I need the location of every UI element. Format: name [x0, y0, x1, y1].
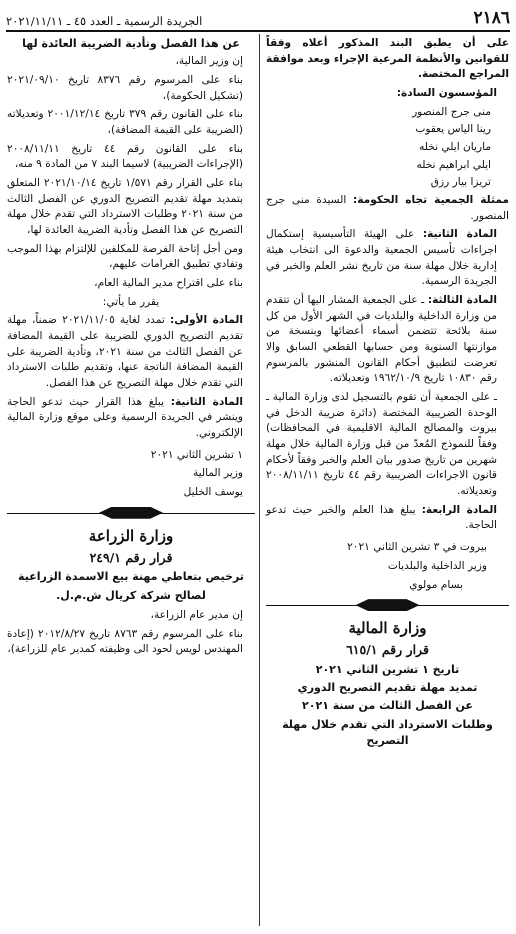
left-column [7, 36, 255, 928]
subject-line: تمديد مهلة تقديم التصريح الدوري [297, 681, 478, 695]
preamble-line: بناء على القرار رقم ١/٥٧١ تاريخ ٢٠٢١/١٠/١٤ المتعلق بتمديد مهلة تقديم التصريح الدوري عن الفصل الثالث من سنة ٢٠٢١ وطلبات الاسترداد التي تقدم خلال مهلة التصريح عن هذا الفصل وتأدية الضريبة العائدة لها، [7, 176, 243, 236]
signature-name: يوسف الخليل [183, 486, 243, 499]
article-2-label: المادة الثانية: [422, 228, 497, 241]
preamble-line: إن مدير عام الزراعة، [150, 608, 243, 621]
preamble-line: بناء على القانون رقم ٣٧٩ تاريخ ٢٠٠١/١٢/١٤ وتعديلاته (الضريبة على القيمة المضافة)، [7, 108, 243, 136]
preamble-line: بناء على المرسوم رقم ٨٧٦٣ تاريخ ٢٠١٢/٨/٢٧ (إعادة المهندس لويس لحود الى وظيفته كمدير عام للزراعة)، [7, 627, 243, 656]
signature-title: وزير المالية [192, 467, 243, 480]
signature-name: بسام مولوي [409, 578, 463, 591]
signature-place-date: بيروت في ٣ تشرين الثاني ٢٠٢١ [347, 541, 487, 554]
article-4-label: المادة الرابعة: [421, 503, 497, 516]
right-column [266, 36, 509, 928]
article-2-text: يبلغ هذا القرار حيث تدعو الحاجة وينشر في الجريدة الرسمية وعلى موقع وزارة المالية الإلكتروني. [7, 395, 243, 440]
ministry-title: وزارة المالية [348, 619, 427, 638]
subject-line: عن الفصل الثالث من سنة ٢٠٢١ [302, 699, 473, 713]
subject-line: ترخيص بتعاطي مهنة بيع الاسمدة الزراعية [18, 570, 244, 584]
intro-paragraph: على أن يطبق البند المذكور أعلاه وفقاً للقوانين والأنظمة المرعية الإجراء وبعد موافقة المراجع المختصة. [266, 37, 509, 81]
right-signature [266, 540, 509, 593]
decision-number: قرار رقم ٦١٥/١ [346, 642, 429, 658]
preamble-line: بناء على اقتراح مدير المالية العام، [94, 277, 243, 289]
article-2-label: المادة الثانية: [170, 395, 243, 408]
founders-list [266, 105, 509, 191]
preamble-line: ومن أجل إتاحة الفرصة للمكلفين للإلتزام بهذا الموجب وتفادي تطبيق الغرامات عليهم، [7, 242, 243, 271]
ministry-title: وزارة الزراعة [88, 526, 174, 545]
article-1-label: المادة الأولى: [170, 314, 244, 327]
section-ornament [7, 507, 255, 521]
decision-number: قرار رقم ٢٤٩/١ [89, 549, 173, 565]
article-3-paragraph [266, 293, 509, 387]
representative-paragraph [266, 193, 509, 224]
preamble-line: بناء على القانون رقم ٤٤ تاريخ ٢٠٠٨/١١/١١ (الإجراءات الضريبية) لاسيما البند ٧ من المادة ٩ منه، [7, 142, 243, 171]
article-2-paragraph [266, 227, 509, 290]
article-3-label: المادة الثالثة: [427, 294, 497, 307]
section-ornament [266, 599, 509, 613]
article-4-paragraph [266, 503, 509, 534]
subject-continuation: عن هذا الفصل وتأدية الضريبة العائدة لها [22, 37, 240, 50]
subject-line: وطلبات الاسترداد التي تقدم خلال مهلة التصريح [282, 717, 493, 747]
founder-item: ايلي ابراهيم نخله [416, 158, 491, 171]
signature-title: وزير الداخلية والبلديات [387, 559, 487, 572]
founder-item: منى جرج المنصور [412, 105, 491, 118]
representative-label: ممثلة الجمعية تجاه الحكومة: [353, 194, 509, 207]
article-1-text: تمدد لغاية ٢٠٢١/١١/٠٥ ضمناً، مهلة تقديم التصريح الدوري للضريبة على القيمة المضافة عن الفصل الثالث من سنة ٢٠٢١، وتأدية الضريبة على القيمة المضافة الناتجة عنها، وتقديم طلبات الاسترداد التي تقدم خلال مهلة التصريح عن هذا الفصل. [7, 314, 243, 390]
article-3-paragraph-2: ـ على الجمعية أن تقوم بالتسجيل لدى وزارة المالية ـ الوحدة الضريبية المختصة (دائرة ضريبة الدخل في بيروت والمصالح المالية الاقليمية في المحافظات) وفقاً للنموذج المُعدّ من قبل وزارة المالية خلال مهلة شهرين من تاريخ صدور بيان العلم والخبر وفقاً لأحكام قانون الاجراءات الضريبية رقم ٤٤ تاريخ ٢٠٠٨/١١/١١ وتعديلاته. [266, 391, 497, 498]
article-1-paragraph [7, 313, 255, 391]
article-2-text: على الهيئة التأسيسية إستكمال اجراءات تأسيس الجمعية والدعوة الى انتخاب هيئة إدارية خلال مهلة سنة من تاريخ نشر العلم والخبر في الجريدة الرسمية. [266, 228, 497, 288]
article-3-text: ـ على الجمعية المشار اليها أن تتقدم من وزارة الداخلية والبلديات في الشهر الأول من كل سنة بلائحة تتضمن أسماء أعضائها وبنسخة من موازنتها السنوية ومن حسابها القطعي السابق والا تعرضت لتطبيق أحكام القانون المنشور بالمرسوم رقم ١٠٨٣٠ تاريخ ١٩٦٢/١٠/٩ وتعديلاته. [266, 294, 497, 385]
column-divider [259, 34, 260, 926]
article-2-paragraph [7, 395, 255, 442]
founder-item: ماريان ايلي نخله [419, 141, 491, 154]
founder-item: تريزا بيار رزق [430, 176, 491, 189]
page-number: ٢١٨٦ [473, 8, 510, 28]
running-title: الجريدة الرسمية ـ العدد ٤٥ ـ ٢٠٢١/١١/١١ [6, 14, 203, 28]
founder-item: رينا الياس يعقوب [415, 123, 491, 136]
preamble-line: بناء على المرسوم رقم ٨٣٧٦ تاريخ ٢٠٢١/٠٩/١٠ (تشكيل الحكومة)، [7, 73, 243, 102]
preamble-line: إن وزير المالية، [175, 55, 243, 68]
signature-date: ١ تشرين الثاني ٢٠٢١ [150, 448, 243, 461]
founders-title: المؤسسون السادة: [396, 87, 497, 100]
article-4-text: يبلغ هذا العلم والخبر حيث تدعو الحاجة. [266, 503, 497, 532]
subject-line: لصالح شركة كريال ش.م.ل. [56, 588, 206, 602]
left-signature [7, 448, 255, 501]
decides-line: يقرر ما يأتي: [102, 295, 160, 308]
page-header [6, 6, 510, 32]
decision-date: تاريخ ١ تشرين الثاني ٢٠٢١ [315, 662, 460, 676]
representative-text: السيدة منى جرج المنصور. [266, 194, 509, 222]
